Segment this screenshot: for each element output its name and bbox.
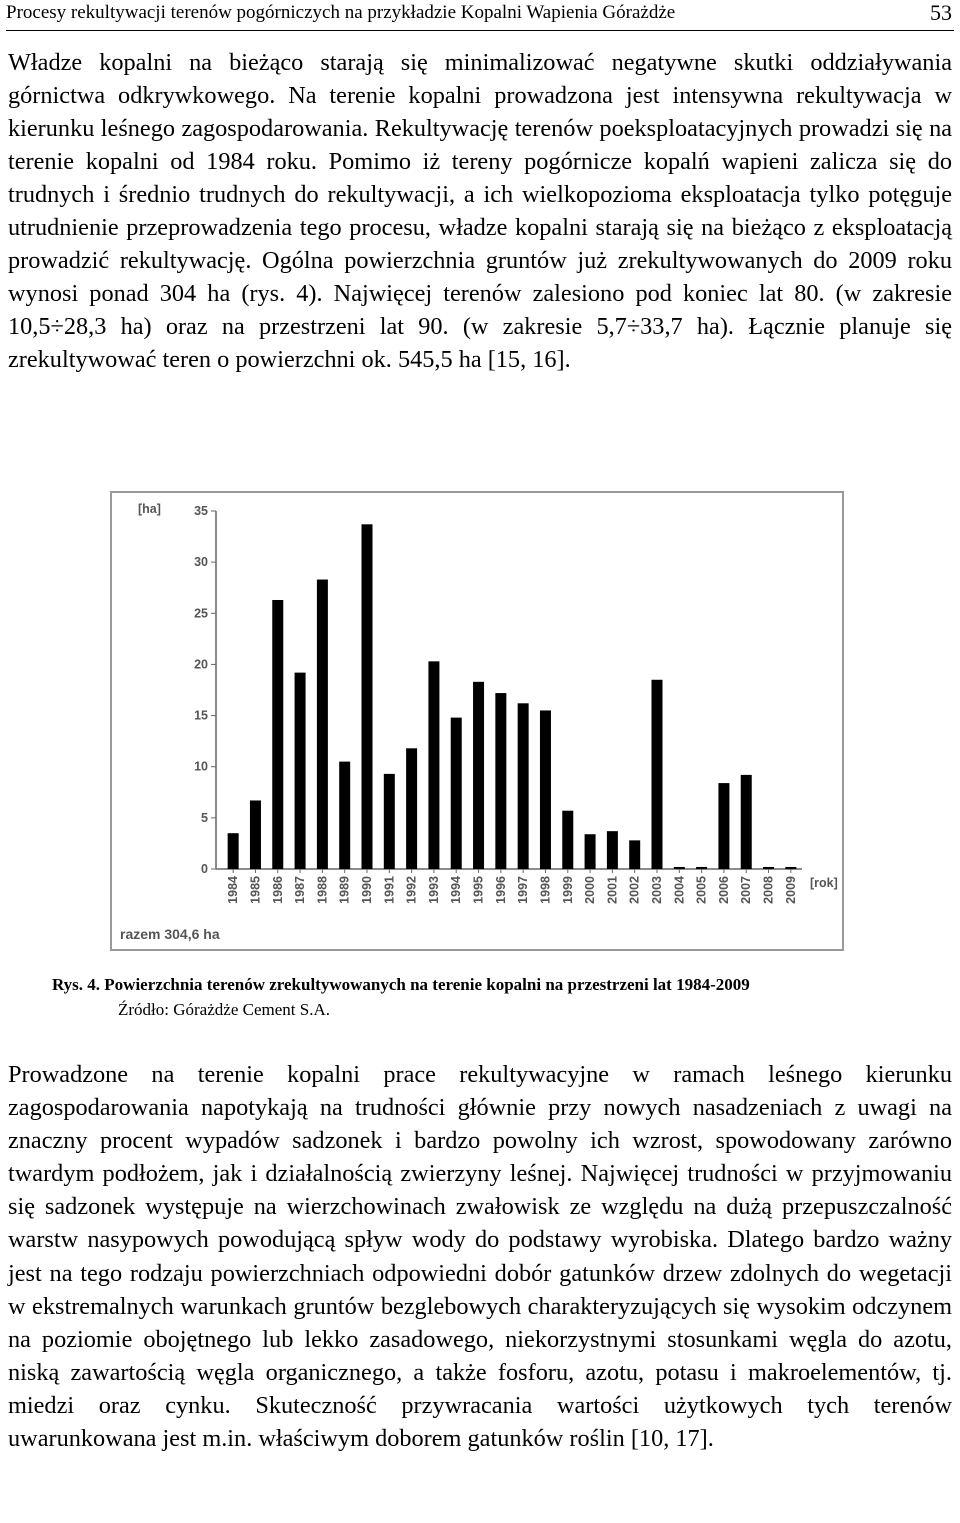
x-tick-label: 1998 (538, 876, 553, 904)
x-tick-label: 1995 (471, 876, 486, 904)
bar (495, 693, 506, 869)
x-tick-label: 1986 (270, 876, 285, 904)
bar (652, 680, 663, 869)
x-tick-label: 1984 (226, 876, 241, 904)
paragraph-2: Prowadzone na terenie kopalni prace rekultywacyjne w ramach leśnego kierunku zagospodarowania napotykają na trudności głównie przy nowych nasadzeniach z uwagi na znaczny procent wypadów sadzonek i bardzo powolny ich wzrost, spowodowany zarówno twardym podłożem, jak i działalnością zwierzyny leśnej. Najwięcej trudności w przyjmowaniu się sadzonek występuje na wierzchowinach zwałowisk ze względu na dużą przepuszczalność warstw nasypowych powodującą spływ wody do podstawy wyrobiska. Dlatego bardzo ważny jest na tego rodzaju powierzchniach odpowiedni dobór gatunków drzew zdolnych do wegetacji w ekstremalnych warunkach gruntów bezglebowych charakteryzujących się wysokim odczynem na poziomie obojętnego lub lekko zasadowego, niekorzystnymi stosunkami węgla do azotu, niską zawartością węgla organicznego, a także fosforu, azotu, potasu i makroelementów, tj. miedzi oraz cynku. Skuteczność przywracania wartości użytkowych tych terenów uwarunkowana jest m.in. właściwym doborem gatunków roślin [10, 17]. (8, 1061, 952, 1453)
y-tick-label: 25 (194, 606, 208, 621)
total-label: razem 304,6 ha (120, 926, 220, 942)
x-tick-label: 2005 (694, 876, 709, 904)
x-tick-label: 1997 (516, 876, 531, 904)
x-tick-label: 2008 (761, 876, 776, 904)
x-tick-label: 1990 (360, 876, 374, 904)
bar (272, 600, 283, 869)
x-tick-label: 2006 (716, 876, 731, 904)
bar (785, 867, 796, 869)
bar (406, 748, 417, 869)
x-tick-label: 2004 (672, 876, 687, 904)
paragraph-1: Władze kopalni na bieżąco starają się minimalizować negatywne skutki oddziaływania górnictwa odkrywkowego. Na terenie kopalni prowadzona jest intensywna rekultywacja w kierunku leśnego zagospodarowania. Rekultywację terenów poeksploatacyjnych prowadzi się na terenie kopalni od 1984 roku. Pomimo iż tereny pogórnicze kopalń wapieni zalicza się do trudnych i średnio trudnych do rekultywacji, a ich wielkopozioma eksploatacja tylko potęguje utrudnienie przeprowadzenia tego procesu, władze kopalni starają się na bieżąco z eksploatacją prowadzić rekultywację. Ogólna powierzchnia gruntów już zrekultywowanych do 2009 roku wynosi ponad 304 ha (rys. 4). Najwięcej terenów zalesiono pod koniec lat 80. (w zakresie 10,5÷28,3 ha) oraz na przestrzeni lat 90. (w zakresie 5,7÷33,7 ha). Łącznie planuje się zrekultywować teren o powierzchni ok. 545,5 ha [15, 16]. (8, 49, 952, 373)
x-tick-label: 1999 (560, 876, 575, 904)
x-tick-label: 2002 (627, 876, 642, 904)
y-tick-label: 35 (194, 504, 208, 518)
x-tick-label: 2007 (739, 876, 754, 904)
x-tick-label: 2003 (650, 876, 664, 904)
bar (562, 811, 573, 869)
bar (228, 833, 239, 869)
bar (295, 673, 306, 869)
x-tick-label: 1996 (493, 876, 508, 904)
figure-caption: Rys. 4. Powierzchnia terenów zrekultywowanych na terenie kopalni na przestrzeni lat 1984-2009 (52, 975, 750, 994)
x-tick-label: 2009 (783, 876, 798, 904)
y-tick-label: 10 (194, 759, 208, 774)
bar (317, 580, 328, 869)
x-axis-label: [rok] (810, 876, 838, 890)
y-tick-label: 15 (194, 708, 208, 723)
bar (362, 524, 373, 869)
x-tick-label: 1988 (315, 876, 330, 904)
x-tick-label: 1994 (449, 876, 464, 904)
bar (428, 661, 439, 869)
bar (741, 775, 752, 869)
bar (473, 682, 484, 869)
bar (696, 867, 707, 869)
figure-source: Źródło: Górażdże Cement S.A. (118, 1000, 330, 1019)
y-tick-label: 0 (201, 862, 208, 876)
bar (585, 834, 596, 869)
bar-chart (112, 493, 842, 949)
running-title: Procesy rekultywacji terenów pogórniczych na przykładzie Kopalni Wapienia Górażdże (6, 2, 676, 23)
y-tick-label: 30 (194, 555, 208, 570)
bar (250, 800, 261, 869)
x-tick-label: 1992 (404, 876, 419, 904)
figure-chart-frame (110, 491, 844, 951)
y-axis-label: [ha] (138, 502, 161, 516)
page-header (6, 0, 954, 31)
bar (540, 710, 551, 869)
x-tick-label: 1991 (382, 876, 397, 904)
bar (629, 840, 640, 869)
x-tick-label: 1985 (248, 876, 263, 904)
bar (339, 762, 350, 869)
bar (607, 831, 618, 869)
y-tick-label: 5 (201, 810, 208, 825)
x-tick-label: 2000 (583, 876, 598, 904)
bar (384, 774, 395, 869)
x-tick-label: 1989 (337, 876, 352, 904)
x-tick-label: 1987 (293, 876, 308, 904)
bar (674, 867, 685, 869)
x-tick-label: 2001 (605, 876, 620, 904)
x-tick-label: 1993 (426, 876, 441, 904)
bar (451, 718, 462, 869)
page-number: 53 (930, 0, 952, 25)
y-tick-label: 20 (194, 657, 208, 672)
bar (718, 783, 729, 869)
bar (763, 867, 774, 869)
bar (518, 703, 529, 869)
